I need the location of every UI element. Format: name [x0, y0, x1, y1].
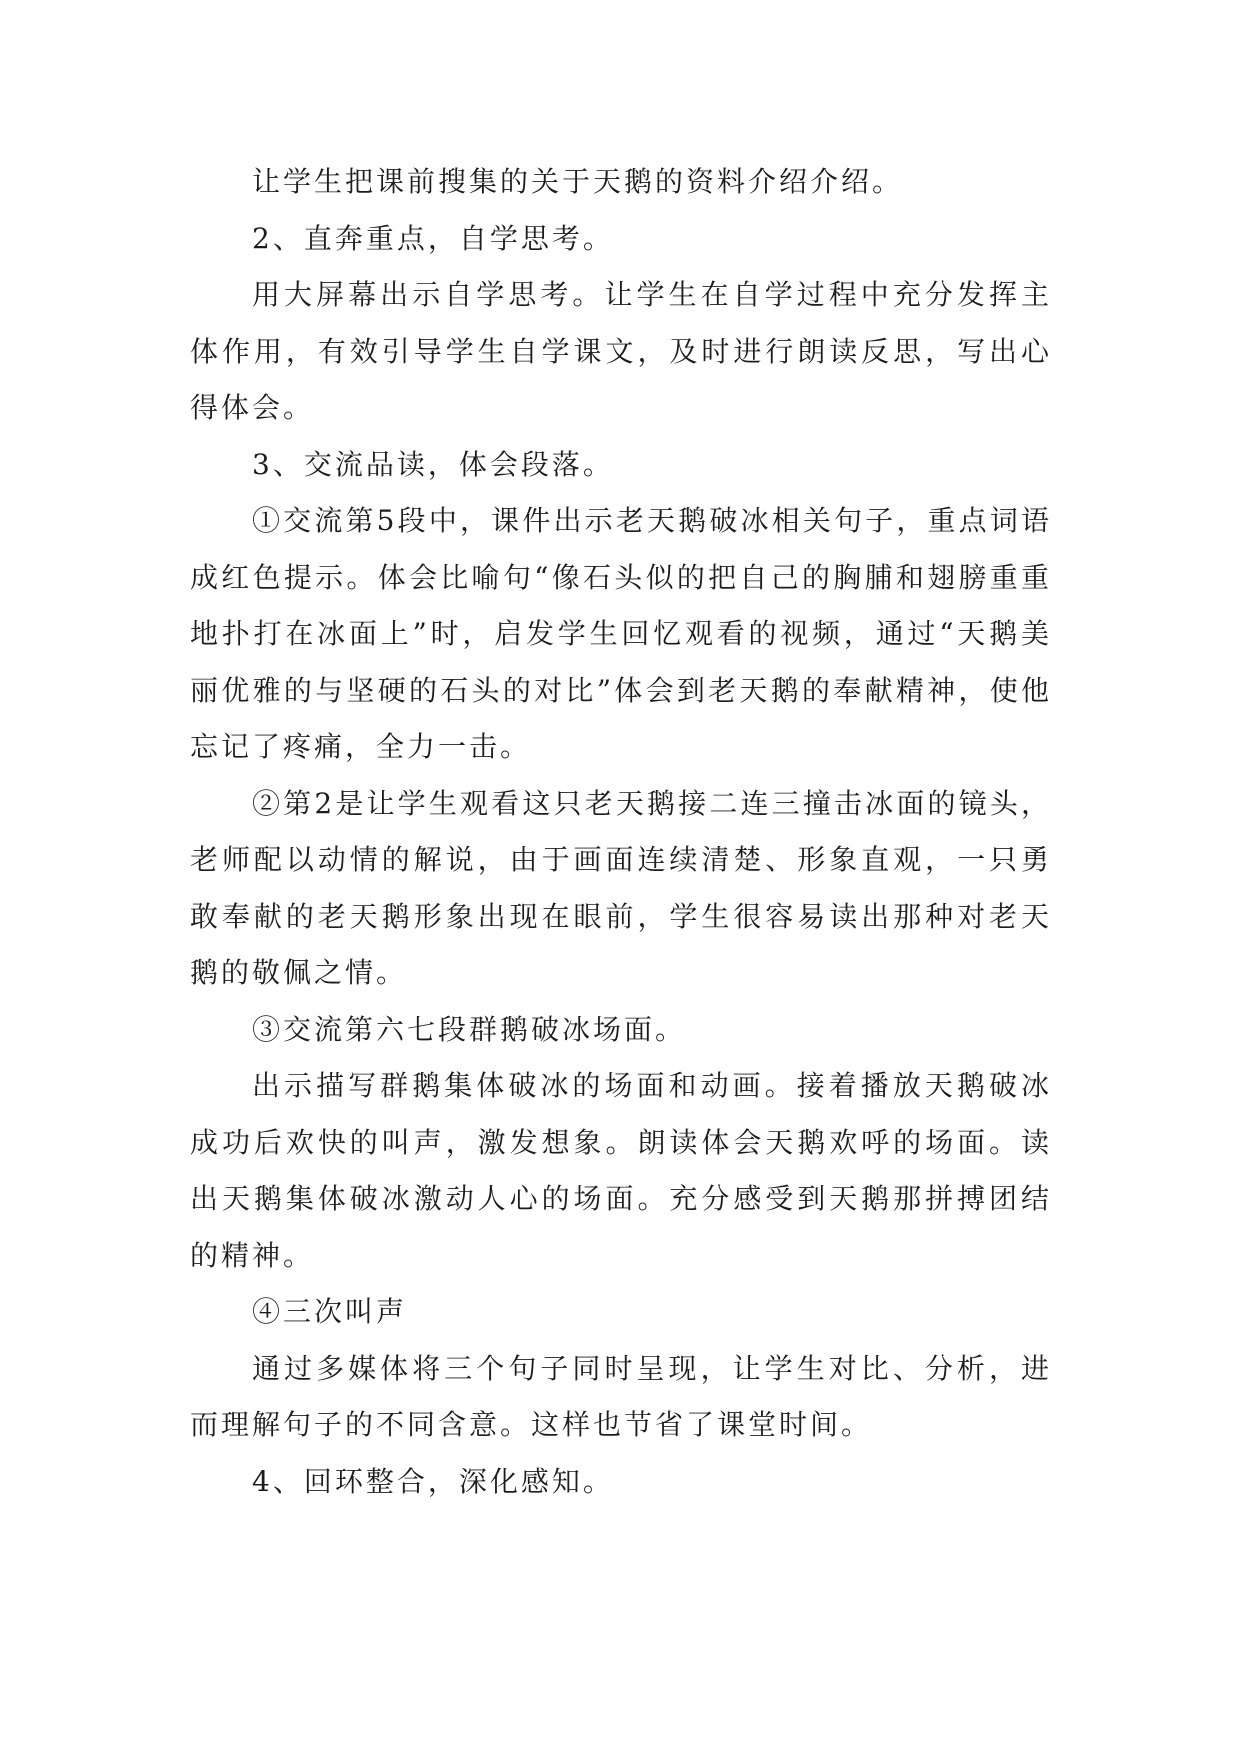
heading-integration: 4、回环整合，深化感知。 [252, 1464, 614, 1498]
paragraph-multimedia: 通过多媒体将三个句子同时呈现，让学生对比、分析，进而理解句子的不同含意。这样也节省了课堂时间。 [190, 1351, 1052, 1441]
paragraph-materials-intro: 让学生把课前搜集的关于天鹅的资料介绍介绍。 [252, 165, 904, 198]
paragraph-group-ice-breaking: 出示描写群鹅集体破冰的场面和动画。接着播放天鹅破冰成功后欢快的叫声，激发想象。朗读体会天鹅欢呼的场面。读出天鹅集体破冰激动人心的场面。充分感受到天鹅那拼搏团结的精神。 [190, 1069, 1052, 1272]
heading-self-study: 2、直奔重点，自学思考。 [252, 221, 614, 255]
paragraph-point-2: ②第2是让学生观看这只老天鹅接二连三撞击冰面的镜头，老师配以动情的解说，由于画面连续清楚、形象直观，一只勇敢奉献的老天鹅形象出现在眼前，学生很容易读出那种对老天鹅的敬佩之情。 [190, 786, 1052, 989]
paragraph-point-1: ①交流第5段中，课件出示老天鹅破冰相关句子，重点词语成红色提示。体会比喻句“像石头似的把自己的胸脯和翅膀重重地扑打在冰面上”时，启发学生回忆观看的视频，通过“天鹅美丽优雅的与坚硬的石头的对比”体会到老天鹅的奉献精神，使他忘记了疼痛，全力一击。 [190, 504, 1052, 763]
heading-exchange-reading: 3、交流品读，体会段落。 [252, 447, 614, 481]
paragraph-point-3: ③交流第六七段群鹅破冰场面。 [252, 1012, 687, 1046]
document-body [190, 154, 1052, 1510]
paragraph-point-4: ④三次叫声 [252, 1295, 408, 1328]
paragraph-self-study: 用大屏幕出示自学思考。让学生在自学过程中充分发挥主体作用，有效引导学生自学课文，及时进行朗读反思，写出心得体会。 [190, 278, 1052, 424]
